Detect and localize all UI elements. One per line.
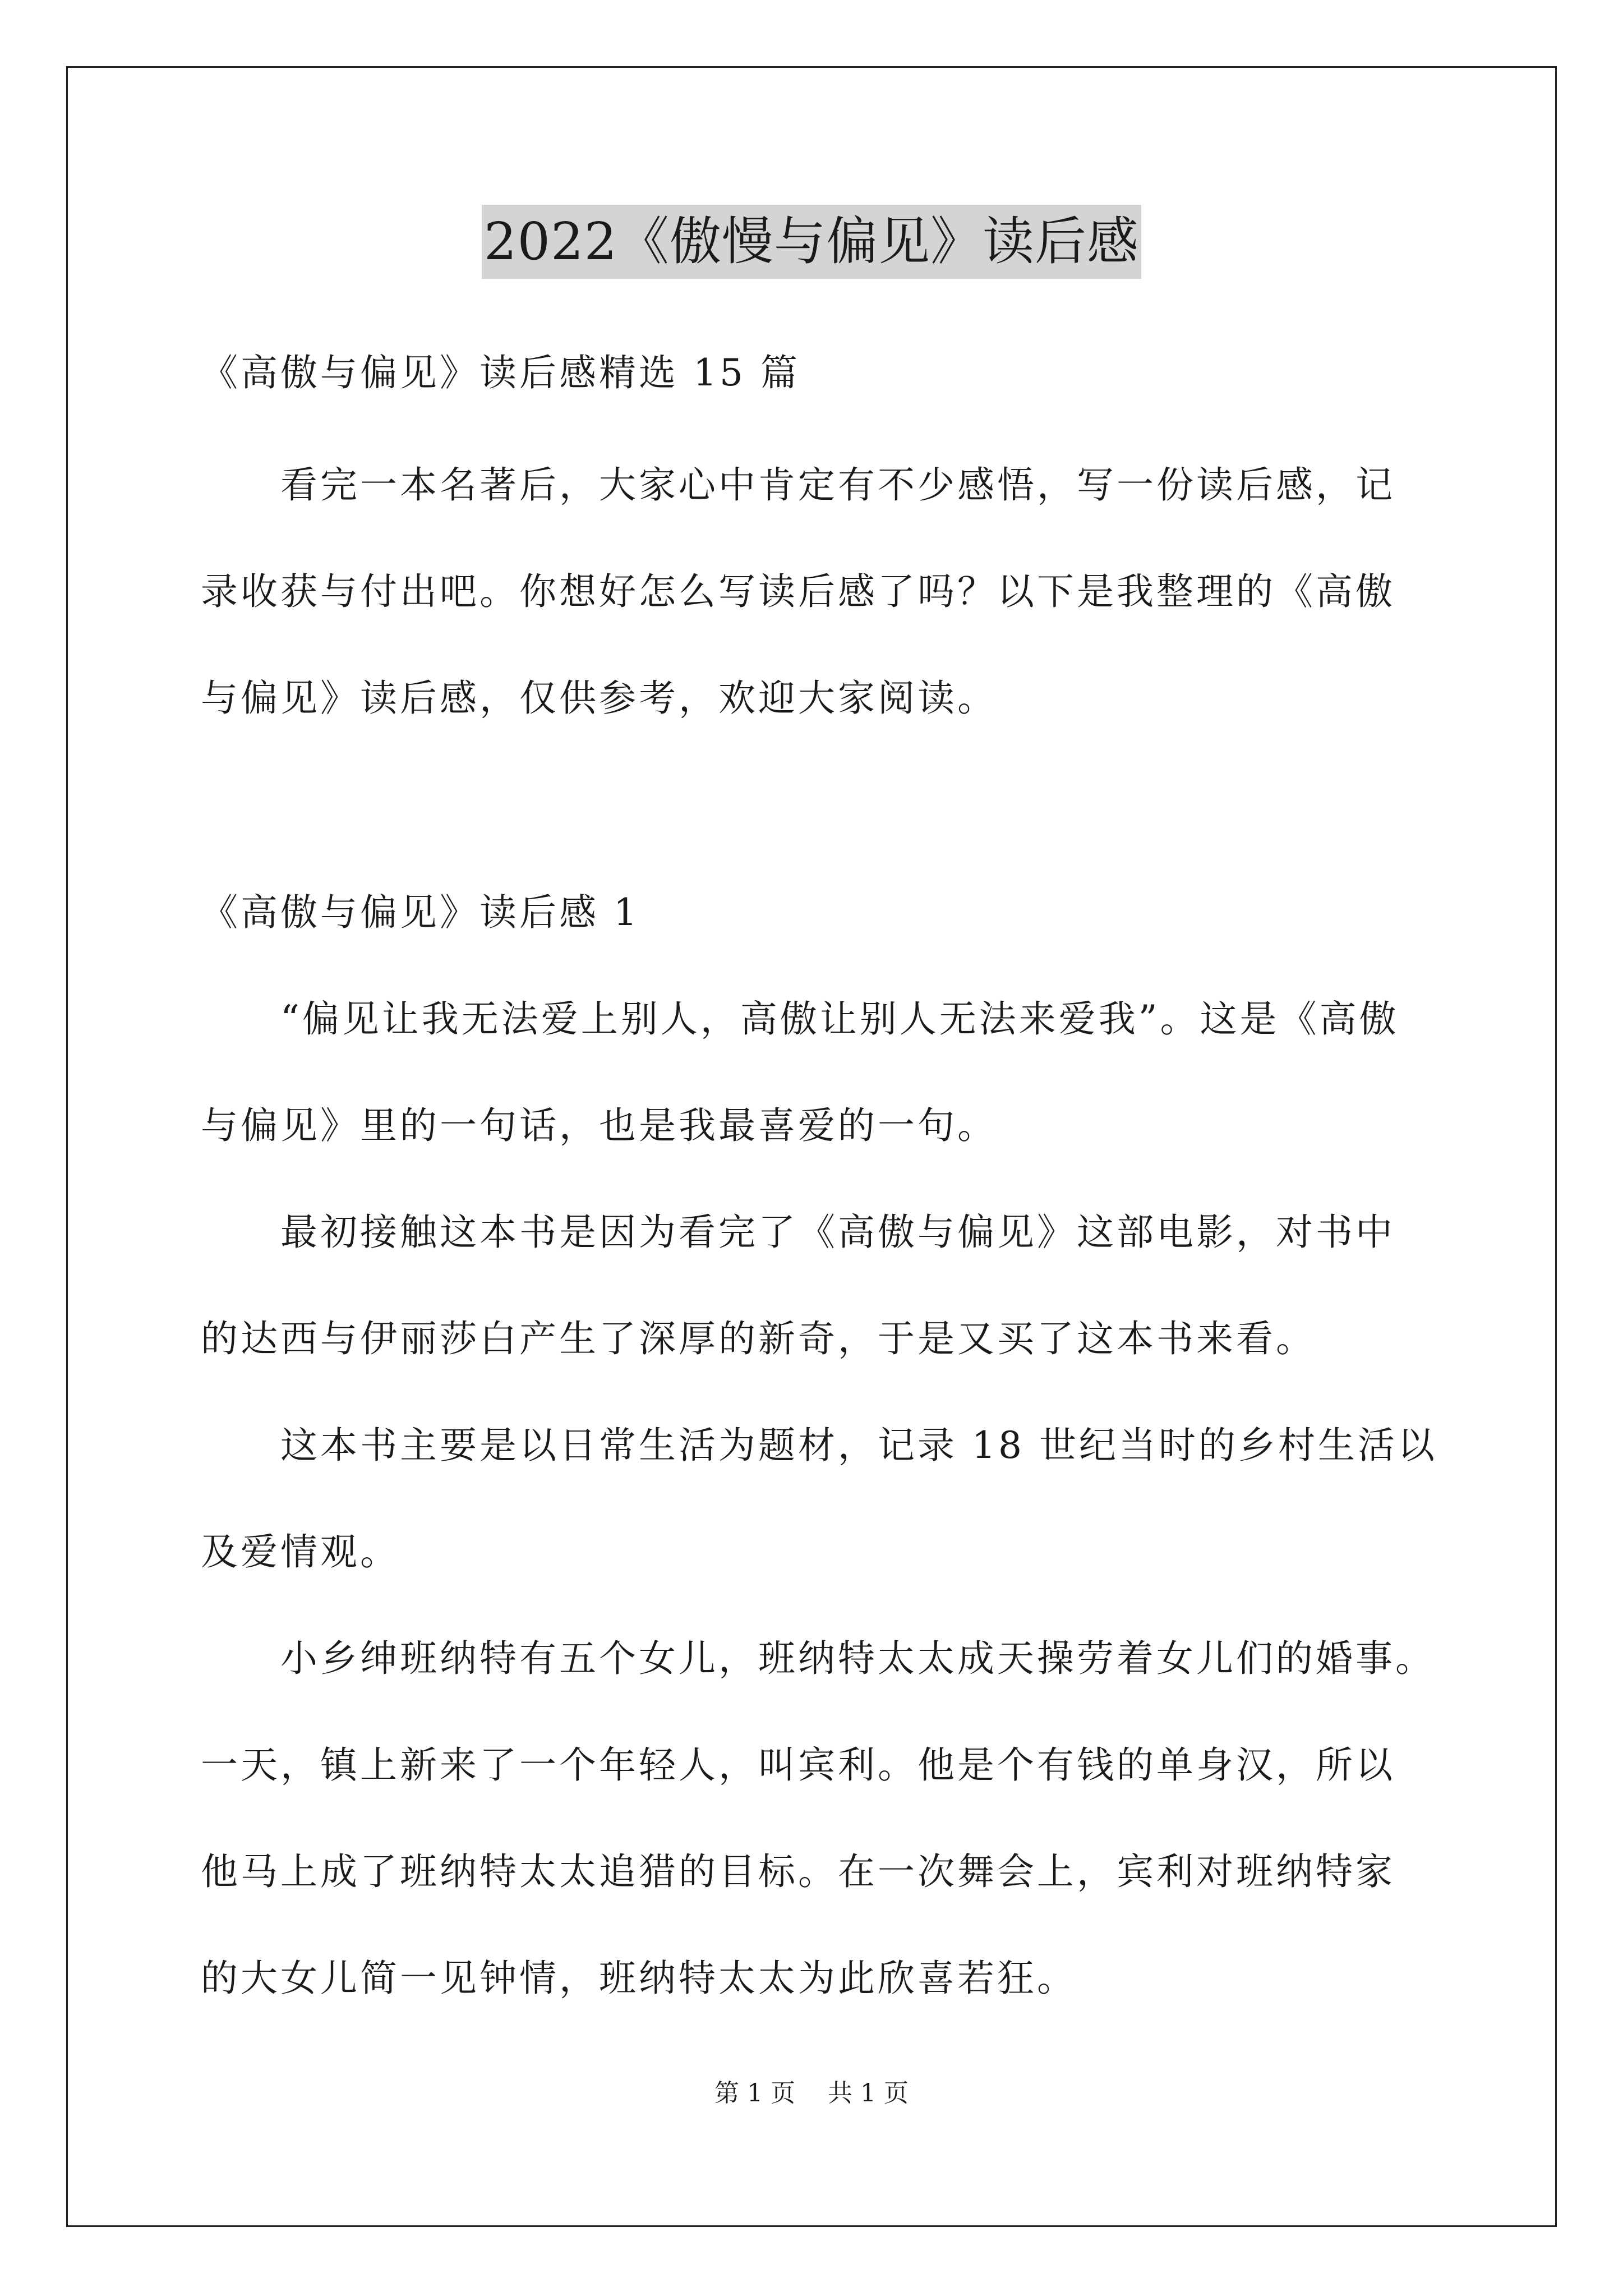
paragraph-line: 他马上成了班纳特太太追猎的目标。在一次舞会上，宾利对班纳特家 bbox=[201, 1850, 1395, 1893]
paragraph-line: 一天，镇上新来了一个年轻人，叫宾利。他是个有钱的单身汉，所以 bbox=[201, 1743, 1395, 1787]
paragraph-line: 的大女儿简一见钟情，班纳特太太为此欣喜若狂。 bbox=[201, 1957, 1077, 2000]
paragraph-line: 的达西与伊丽莎白产生了深厚的新奇，于是又买了这本书来看。 bbox=[201, 1317, 1316, 1360]
title-container bbox=[0, 205, 1623, 279]
paragraph-line: 录收获与付出吧。你想好怎么写读后感了吗？以下是我整理的《高傲 bbox=[201, 570, 1395, 613]
paragraph-line: 及爱情观。 bbox=[201, 1530, 400, 1573]
page-footer bbox=[0, 2077, 1623, 2110]
paragraph-line: 与偏见》里的一句话，也是我最喜爱的一句。 bbox=[201, 1104, 997, 1147]
section-heading: 《高傲与偏见》读后感 1 bbox=[201, 891, 640, 934]
paragraph-line: 小乡绅班纳特有五个女儿，班纳特太太成天操劳着女儿们的婚事。 bbox=[201, 1637, 1435, 1680]
page-number: 第 1 页 共 1 页 bbox=[714, 2079, 909, 2108]
paragraph-line: “偏见让我无法爱上别人，高傲让别人无法来爱我”。这是《高傲 bbox=[201, 997, 1399, 1041]
paragraph-line: 这本书主要是以日常生活为题材，记录 18 世纪当时的乡村生活以 bbox=[201, 1424, 1437, 1467]
paragraph-line: 与偏见》读后感，仅供参考，欢迎大家阅读。 bbox=[201, 677, 997, 720]
paragraph-line: 看完一本名著后，大家心中肯定有不少感悟，写一份读后感，记 bbox=[201, 463, 1395, 507]
document-title: 2022《傲慢与偏见》读后感 bbox=[482, 205, 1141, 279]
subtitle-line: 《高傲与偏见》读后感精选 15 篇 bbox=[201, 351, 800, 394]
paragraph-line: 最初接触这本书是因为看完了《高傲与偏见》这部电影，对书中 bbox=[201, 1211, 1395, 1254]
